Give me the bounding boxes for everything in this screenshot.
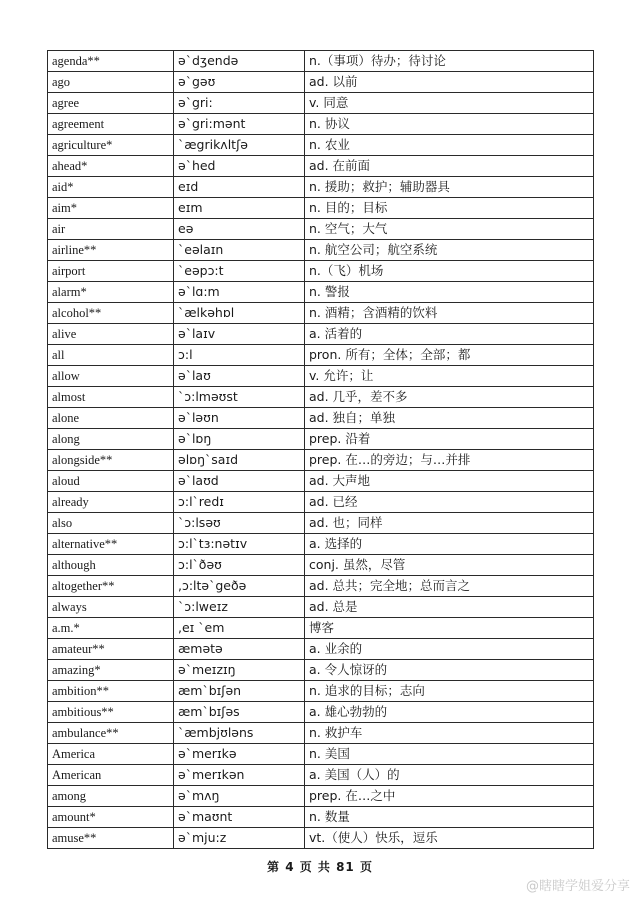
phonetic-cell: `eəpɔ:t	[174, 261, 305, 282]
word-cell: amazing*	[48, 660, 174, 681]
phonetic-cell: eɪd	[174, 177, 305, 198]
meaning-cell: ad. 也；同样	[305, 513, 594, 534]
table-row	[48, 534, 594, 555]
word-cell: agenda**	[48, 51, 174, 72]
word-cell: aim*	[48, 198, 174, 219]
table-row	[48, 366, 594, 387]
table-row	[48, 429, 594, 450]
phonetic-cell: ɔ:l	[174, 345, 305, 366]
word-cell: also	[48, 513, 174, 534]
meaning-cell: n. 数量	[305, 807, 594, 828]
table-row	[48, 219, 594, 240]
word-cell: American	[48, 765, 174, 786]
meaning-cell: n. 救护车	[305, 723, 594, 744]
phonetic-cell: ə`lɒŋ	[174, 429, 305, 450]
table-row	[48, 408, 594, 429]
meaning-cell: ad. 独自；单独	[305, 408, 594, 429]
word-cell: among	[48, 786, 174, 807]
meaning-cell: n. 追求的目标；志向	[305, 681, 594, 702]
word-cell: alternative**	[48, 534, 174, 555]
phonetic-cell: ə`dʒendə	[174, 51, 305, 72]
phonetic-cell: æmətə	[174, 639, 305, 660]
table-row	[48, 156, 594, 177]
vocabulary-table	[47, 50, 594, 849]
phonetic-cell: ə`meɪzɪŋ	[174, 660, 305, 681]
table-row	[48, 723, 594, 744]
table-row	[48, 450, 594, 471]
table-row	[48, 471, 594, 492]
word-cell: almost	[48, 387, 174, 408]
phonetic-cell: ə`laʊ	[174, 366, 305, 387]
meaning-cell: 博客	[305, 618, 594, 639]
word-cell: agreement	[48, 114, 174, 135]
meaning-cell: ad. 已经	[305, 492, 594, 513]
phonetic-cell: ə`laʊd	[174, 471, 305, 492]
phonetic-cell: ə`maʊnt	[174, 807, 305, 828]
table-row	[48, 51, 594, 72]
phonetic-cell: ə`hed	[174, 156, 305, 177]
phonetic-cell: `ægrikʌltʃə	[174, 135, 305, 156]
meaning-cell: a. 业余的	[305, 639, 594, 660]
word-cell: airport	[48, 261, 174, 282]
phonetic-cell: `ɔ:lsəʊ	[174, 513, 305, 534]
meaning-cell: prep. 在…之中	[305, 786, 594, 807]
meaning-cell: a. 美国（人）的	[305, 765, 594, 786]
table-row	[48, 513, 594, 534]
word-cell: alcohol**	[48, 303, 174, 324]
vocabulary-sheet	[47, 50, 593, 849]
meaning-cell: a. 选择的	[305, 534, 594, 555]
phonetic-cell: ə`lɑ:m	[174, 282, 305, 303]
phonetic-cell: æm`bɪʃəs	[174, 702, 305, 723]
phonetic-cell: ɔ:l`tɜ:nətɪv	[174, 534, 305, 555]
word-cell: alarm*	[48, 282, 174, 303]
word-cell: alone	[48, 408, 174, 429]
table-row	[48, 639, 594, 660]
word-cell: always	[48, 597, 174, 618]
meaning-cell: n. 农业	[305, 135, 594, 156]
phonetic-cell: `ælkəhɒl	[174, 303, 305, 324]
word-cell: a.m.*	[48, 618, 174, 639]
word-cell: aid*	[48, 177, 174, 198]
meaning-cell: prep. 沿着	[305, 429, 594, 450]
meaning-cell: v. 同意	[305, 93, 594, 114]
table-row	[48, 681, 594, 702]
phonetic-cell: ə`merɪkə	[174, 744, 305, 765]
word-cell: amount*	[48, 807, 174, 828]
word-cell: alongside**	[48, 450, 174, 471]
meaning-cell: n. 援助；救护；辅助器具	[305, 177, 594, 198]
meaning-cell: n. 航空公司；航空系统	[305, 240, 594, 261]
phonetic-cell: əlɒŋ`saɪd	[174, 450, 305, 471]
word-cell: amuse**	[48, 828, 174, 849]
word-cell: airline**	[48, 240, 174, 261]
phonetic-cell: ə`mju:z	[174, 828, 305, 849]
table-row	[48, 618, 594, 639]
table-row	[48, 114, 594, 135]
meaning-cell: a. 雄心勃勃的	[305, 702, 594, 723]
table-row	[48, 807, 594, 828]
table-row	[48, 303, 594, 324]
phonetic-cell: ,eɪ `em	[174, 618, 305, 639]
table-row	[48, 240, 594, 261]
phonetic-cell: ə`laɪv	[174, 324, 305, 345]
meaning-cell: a. 令人惊讶的	[305, 660, 594, 681]
phonetic-cell: `ɔ:lweɪz	[174, 597, 305, 618]
word-cell: amateur**	[48, 639, 174, 660]
table-row	[48, 555, 594, 576]
word-cell: ambition**	[48, 681, 174, 702]
word-cell: already	[48, 492, 174, 513]
meaning-cell: n.（事项）待办；待讨论	[305, 51, 594, 72]
page-number-footer: 第 4 页 共 81 页	[267, 860, 373, 874]
word-cell: along	[48, 429, 174, 450]
phonetic-cell: ,ɔ:ltə`geðə	[174, 576, 305, 597]
meaning-cell: n.（飞）机场	[305, 261, 594, 282]
word-cell: air	[48, 219, 174, 240]
phonetic-cell: ə`gəʊ	[174, 72, 305, 93]
phonetic-cell: eɪm	[174, 198, 305, 219]
phonetic-cell: `æmbjʊləns	[174, 723, 305, 744]
watermark-text: @瞎瞎学姐爱分享	[525, 879, 630, 894]
meaning-cell: prep. 在…的旁边；与…并排	[305, 450, 594, 471]
phonetic-cell: ə`ləʊn	[174, 408, 305, 429]
word-cell: agree	[48, 93, 174, 114]
table-row	[48, 492, 594, 513]
meaning-cell: ad. 大声地	[305, 471, 594, 492]
meaning-cell: ad. 总共；完全地；总而言之	[305, 576, 594, 597]
meaning-cell: v. 允许；让	[305, 366, 594, 387]
phonetic-cell: ə`merɪkən	[174, 765, 305, 786]
table-row	[48, 177, 594, 198]
table-row	[48, 282, 594, 303]
table-row	[48, 387, 594, 408]
meaning-cell: ad. 几乎，差不多	[305, 387, 594, 408]
table-row	[48, 345, 594, 366]
meaning-cell: ad. 在前面	[305, 156, 594, 177]
table-row	[48, 786, 594, 807]
meaning-cell: a. 活着的	[305, 324, 594, 345]
phonetic-cell: ɔ:l`ðəʊ	[174, 555, 305, 576]
phonetic-cell: eə	[174, 219, 305, 240]
phonetic-cell: æm`bɪʃən	[174, 681, 305, 702]
meaning-cell: n. 美国	[305, 744, 594, 765]
vocabulary-table-body	[48, 51, 594, 849]
meaning-cell: conj. 虽然，尽管	[305, 555, 594, 576]
word-cell: allow	[48, 366, 174, 387]
word-cell: all	[48, 345, 174, 366]
meaning-cell: n. 空气；大气	[305, 219, 594, 240]
phonetic-cell: ɔ:l`redɪ	[174, 492, 305, 513]
word-cell: although	[48, 555, 174, 576]
table-row	[48, 597, 594, 618]
table-row	[48, 72, 594, 93]
table-row	[48, 765, 594, 786]
table-row	[48, 576, 594, 597]
table-row	[48, 828, 594, 849]
word-cell: ambulance**	[48, 723, 174, 744]
meaning-cell: n. 警报	[305, 282, 594, 303]
phonetic-cell: ə`mʌŋ	[174, 786, 305, 807]
meaning-cell: n. 酒精；含酒精的饮料	[305, 303, 594, 324]
word-cell: ahead*	[48, 156, 174, 177]
word-cell: ambitious**	[48, 702, 174, 723]
word-cell: agriculture*	[48, 135, 174, 156]
word-cell: altogether**	[48, 576, 174, 597]
table-row	[48, 660, 594, 681]
phonetic-cell: `eəlaɪn	[174, 240, 305, 261]
meaning-cell: vt.（使人）快乐，逗乐	[305, 828, 594, 849]
phonetic-cell: ə`gri:mənt	[174, 114, 305, 135]
word-cell: America	[48, 744, 174, 765]
meaning-cell: ad. 总是	[305, 597, 594, 618]
table-row	[48, 261, 594, 282]
word-cell: ago	[48, 72, 174, 93]
meaning-cell: n. 协议	[305, 114, 594, 135]
phonetic-cell: `ɔ:lməʊst	[174, 387, 305, 408]
table-row	[48, 198, 594, 219]
table-row	[48, 702, 594, 723]
word-cell: aloud	[48, 471, 174, 492]
meaning-cell: n. 目的；目标	[305, 198, 594, 219]
table-row	[48, 135, 594, 156]
meaning-cell: ad. 以前	[305, 72, 594, 93]
phonetic-cell: ə`gri:	[174, 93, 305, 114]
word-cell: alive	[48, 324, 174, 345]
table-row	[48, 744, 594, 765]
table-row	[48, 93, 594, 114]
meaning-cell: pron. 所有；全体；全部；都	[305, 345, 594, 366]
table-row	[48, 324, 594, 345]
